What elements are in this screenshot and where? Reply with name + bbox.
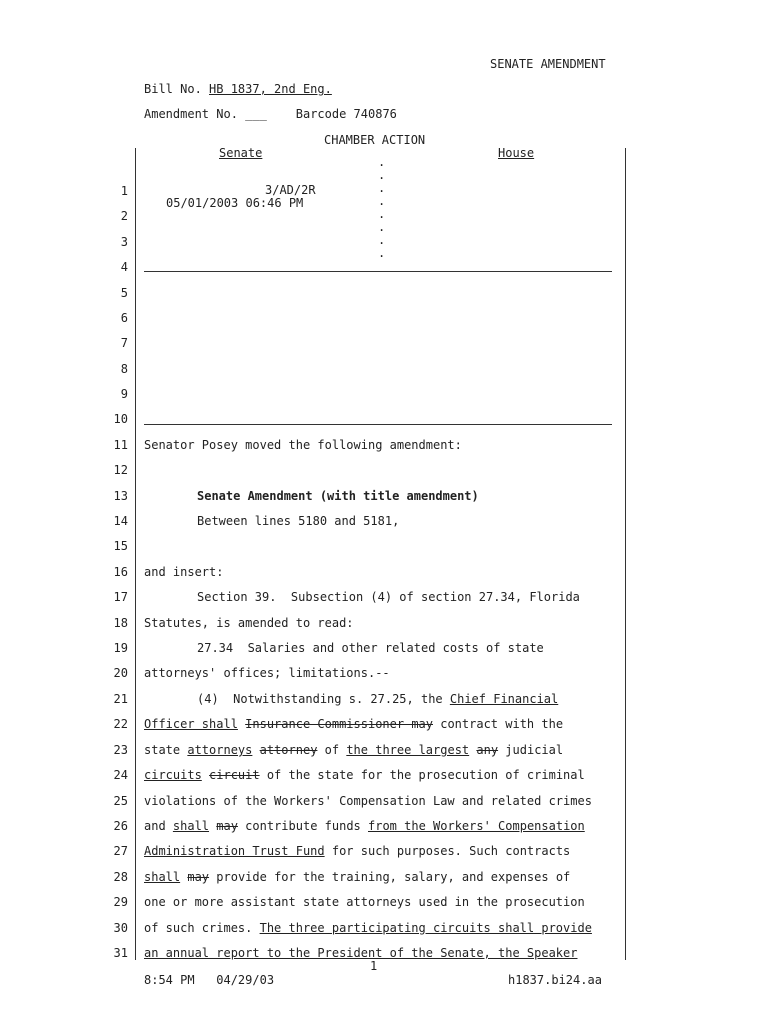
barcode: Barcode 740876 xyxy=(295,107,397,121)
line-number: 15 xyxy=(113,539,128,553)
line-number: 22 xyxy=(113,717,128,731)
action-stamp: 05/01/2003 06:46 PM xyxy=(166,196,304,210)
inserted-text: Officer shall xyxy=(144,717,238,731)
page-number: 1 xyxy=(370,959,378,973)
line-number: 29 xyxy=(113,895,128,909)
line-number: 21 xyxy=(113,692,128,706)
body-line: Officer shall Insurance Commissioner may contract with the xyxy=(144,717,564,731)
inserted-text: Chief Financial xyxy=(449,692,559,706)
body-line: Section 39. Subsection (4) of section 27.34, Florida xyxy=(197,590,580,604)
line-number: 25 xyxy=(113,794,128,808)
line-number: 28 xyxy=(113,870,128,884)
inserted-text: Administration Trust Fund xyxy=(144,844,325,858)
motion-line: Senator Posey moved the following amendment: xyxy=(144,438,462,452)
inserted-text: shall xyxy=(144,870,181,884)
amendment-no: ___ xyxy=(245,107,267,121)
amendment-prefix: Amendment No. xyxy=(144,107,246,121)
inserted-text: shall xyxy=(172,819,210,833)
deleted-text: any xyxy=(476,743,499,757)
deleted-text: circuit xyxy=(209,768,260,782)
bill-number xyxy=(144,82,332,96)
inserted-text: The three participating circuits shall provide xyxy=(259,921,592,935)
body-line: of such crimes. The three participating circuits shall provide xyxy=(144,921,592,935)
inserted-text: the three largest xyxy=(346,743,470,757)
body-line: and shall may contribute funds from the Workers' Compensation xyxy=(144,819,585,833)
body-line: one or more assistant state attorneys used in the prosecution xyxy=(144,895,585,909)
line-number: 9 xyxy=(120,387,128,401)
body-line: (4) Notwithstanding s. 27.25, the Chief Financial xyxy=(197,692,559,706)
body-line: an annual report to the President of the Senate, the Speaker xyxy=(144,946,578,960)
body-line: and insert: xyxy=(144,565,224,579)
deleted-text: attorney xyxy=(259,743,318,757)
line-number: 31 xyxy=(113,946,128,960)
line-number: 26 xyxy=(113,819,128,833)
line-number: 7 xyxy=(120,336,128,350)
body-line: state attorneys attorney of the three largest any judicial xyxy=(144,743,564,757)
line-number: 6 xyxy=(120,311,128,325)
line-number: 12 xyxy=(113,463,128,477)
line-number: 17 xyxy=(113,590,128,604)
action-code: 3/AD/2R xyxy=(265,183,316,197)
line-number: 1 xyxy=(120,184,128,198)
line-number: 11 xyxy=(113,438,128,452)
line-number: 10 xyxy=(113,412,128,426)
line-number: 18 xyxy=(113,616,128,630)
line-number: 24 xyxy=(113,768,128,782)
document-label: SENATE AMENDMENT xyxy=(490,57,606,71)
amendment-heading: Senate Amendment (with title amendment) xyxy=(197,489,479,503)
inserted-text: from the Workers' Compensation xyxy=(368,819,585,833)
body-line: attorneys' offices; limitations.-- xyxy=(144,666,390,680)
line-number: 4 xyxy=(120,260,128,274)
line-number: 8 xyxy=(120,362,128,376)
line-number: 3 xyxy=(120,235,128,249)
line-number: 2 xyxy=(120,209,128,223)
body-line: circuits circuit of the state for the prosecution of criminal xyxy=(144,768,585,782)
right-margin-rule xyxy=(625,148,626,960)
line-number: 19 xyxy=(113,641,128,655)
blank-area-bottom-rule xyxy=(144,424,612,425)
deleted-text: Insurance Commissioner may xyxy=(245,717,433,731)
inserted-text: attorneys xyxy=(187,743,253,757)
body-line: 27.34 Salaries and other related costs of state xyxy=(197,641,544,655)
line-number: 13 xyxy=(113,489,128,503)
body-line: shall may provide for the training, salary, and expenses of xyxy=(144,870,571,884)
body-line: Administration Trust Fund for such purposes. Such contracts xyxy=(144,844,571,858)
line-number: 27 xyxy=(113,844,128,858)
deleted-text: may xyxy=(216,819,238,833)
body-line: Between lines 5180 and 5181, xyxy=(197,514,400,528)
line-number: 5 xyxy=(120,286,128,300)
amendment-number xyxy=(144,107,397,121)
inserted-text: circuits xyxy=(144,768,202,782)
chamber-action-title: CHAMBER ACTION xyxy=(324,133,426,147)
bill-prefix: Bill No. xyxy=(144,82,210,96)
line-number: 14 xyxy=(113,514,128,528)
house-column-label: House xyxy=(498,146,535,160)
line-number: 20 xyxy=(113,666,128,680)
footer-filename: h1837.bi24.aa xyxy=(508,973,602,987)
deleted-text: may xyxy=(187,870,210,884)
line-number: 23 xyxy=(113,743,128,757)
body-line: Statutes, is amended to read: xyxy=(144,616,354,630)
line-number: 30 xyxy=(113,921,128,935)
footer-timestamp: 8:54 PM 04/29/03 xyxy=(144,973,275,987)
left-margin-rule xyxy=(135,148,136,960)
chamber-bottom-rule xyxy=(144,271,612,272)
body-line: violations of the Workers' Compensation Law and related crimes xyxy=(144,794,592,808)
line-number: 16 xyxy=(113,565,128,579)
senate-column-label: Senate xyxy=(219,146,263,160)
bill-no: HB 1837, 2nd Eng. xyxy=(209,82,332,96)
